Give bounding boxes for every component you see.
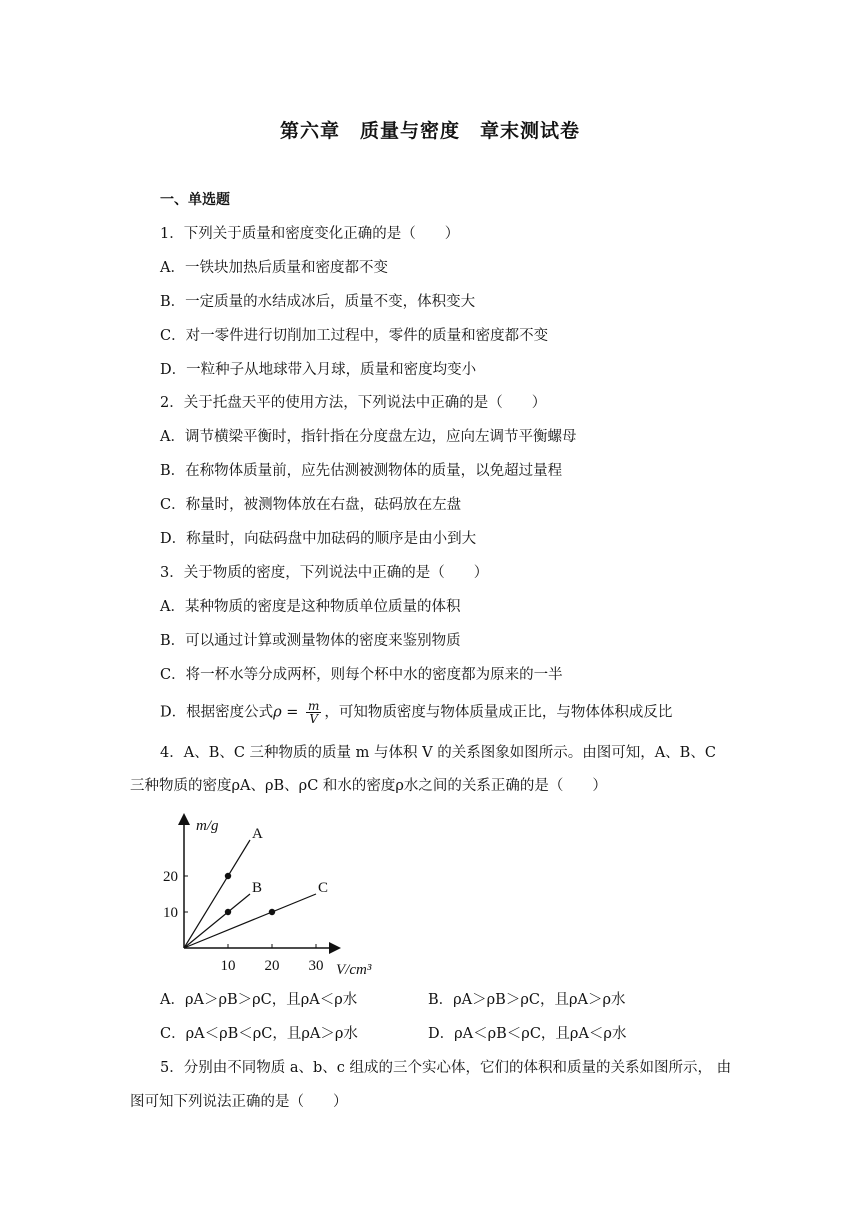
x-tick-label: 10 [220,958,236,974]
question-4-option-d: D．ρA＜ρB＜ρC，且ρA＜ρ水 [428,1026,627,1042]
question-5-stem-line-1: 5．分别由不同物质 a、b、c 组成的三个实心体，它们的体积和质量的关系如图所示， 由 [160,1060,732,1076]
x-tick-label: 20 [264,958,280,974]
question-1-option-a: A．一铁块加热后质量和密度都不变 [160,260,388,276]
question-1-stem: 1．下列关于质量和密度变化正确的是（ ） [160,226,460,242]
question-3-option-c: C．将一杯水等分成两杯，则每个杯中水的密度都为原来的一半 [160,667,563,683]
option-d-prefix: D．根据密度公式 [160,704,274,721]
series-label-b: B [252,880,263,896]
y-tick-label: 20 [163,869,178,885]
equals-sign: = [281,704,304,721]
question-2-option-b: B．在称物体质量前，应先估测被测物体的质量，以免超过量程 [160,463,563,479]
question-4-stem-line-2: 三种物质的密度ρA、ρB、ρC 和水的密度ρ水之间的关系正确的是（ ） [130,778,607,794]
question-1-option-b: B．一定质量的水结成冰后，质量不变，体积变大 [160,294,476,310]
question-3-option-b: B．可以通过计算或测量物体的密度来鉴别物质 [160,633,461,649]
data-point [269,909,275,915]
page-title: 第六章 质量与密度 章末测试卷 [279,120,580,142]
question-2-option-d: D．称量时，向砝码盘中加砝码的顺序是由小到大 [160,531,477,547]
x-tick-label: 30 [308,958,324,974]
question-3-stem: 3．关于物质的密度，下列说法中正确的是（ ） [160,565,489,581]
density-fraction [306,700,321,725]
question-1-option-c: C．对一零件进行切削加工过程中，零件的质量和密度都不变 [160,328,549,344]
question-5-stem-line-2: 图可知下列说法正确的是（ ） [130,1094,348,1110]
fraction-denominator: V [309,712,319,726]
question-3-option-d [160,700,672,725]
question-4-option-b: B．ρA＞ρB＞ρC，且ρA＞ρ水 [428,992,626,1008]
rho-symbol: ρ [273,704,282,721]
question-1-option-d: D．一粒种子从地球带入月球，质量和密度均变小 [160,362,477,378]
mass-volume-graph [160,808,400,978]
x-axis-label: V/cm³ [336,962,372,978]
series-lines [184,826,328,948]
section-heading: 一、单选题 [160,192,230,208]
axis-ticks [163,869,324,974]
data-point [225,873,231,879]
question-4-option-a: A．ρA＞ρB＞ρC，且ρA＜ρ水 [160,992,358,1008]
fraction-numerator: m [308,699,320,713]
question-3-option-a: A．某种物质的密度是这种物质单位质量的体积 [160,599,461,615]
question-4-stem-line-1: 4．A、B、C 三种物质的质量 m 与体积 V 的关系图象如图所示。由图可知，A、B、C [160,745,716,761]
data-point [225,909,231,915]
question-4-option-c: C．ρA＜ρB＜ρC，且ρA＞ρ水 [160,1026,358,1042]
series-line-c [184,894,316,948]
option-d-suffix: ，可知物质密度与物体质量成正比，与物体体积成反比 [324,704,673,721]
series-line-b [184,894,250,948]
question-2-option-c: C．称量时，被测物体放在右盘，砝码放在左盘 [160,497,462,513]
series-line-a [184,840,250,948]
y-axis-label: m/g [196,818,219,834]
y-tick-label: 10 [163,905,178,921]
question-2-stem: 2．关于托盘天平的使用方法，下列说法中正确的是（ ） [160,395,547,411]
series-label-c: C [318,880,329,896]
question-2-option-a: A．调节横梁平衡时，指针指在分度盘左边，应向左调节平衡螺母 [160,429,577,445]
series-label-a: A [252,826,263,842]
